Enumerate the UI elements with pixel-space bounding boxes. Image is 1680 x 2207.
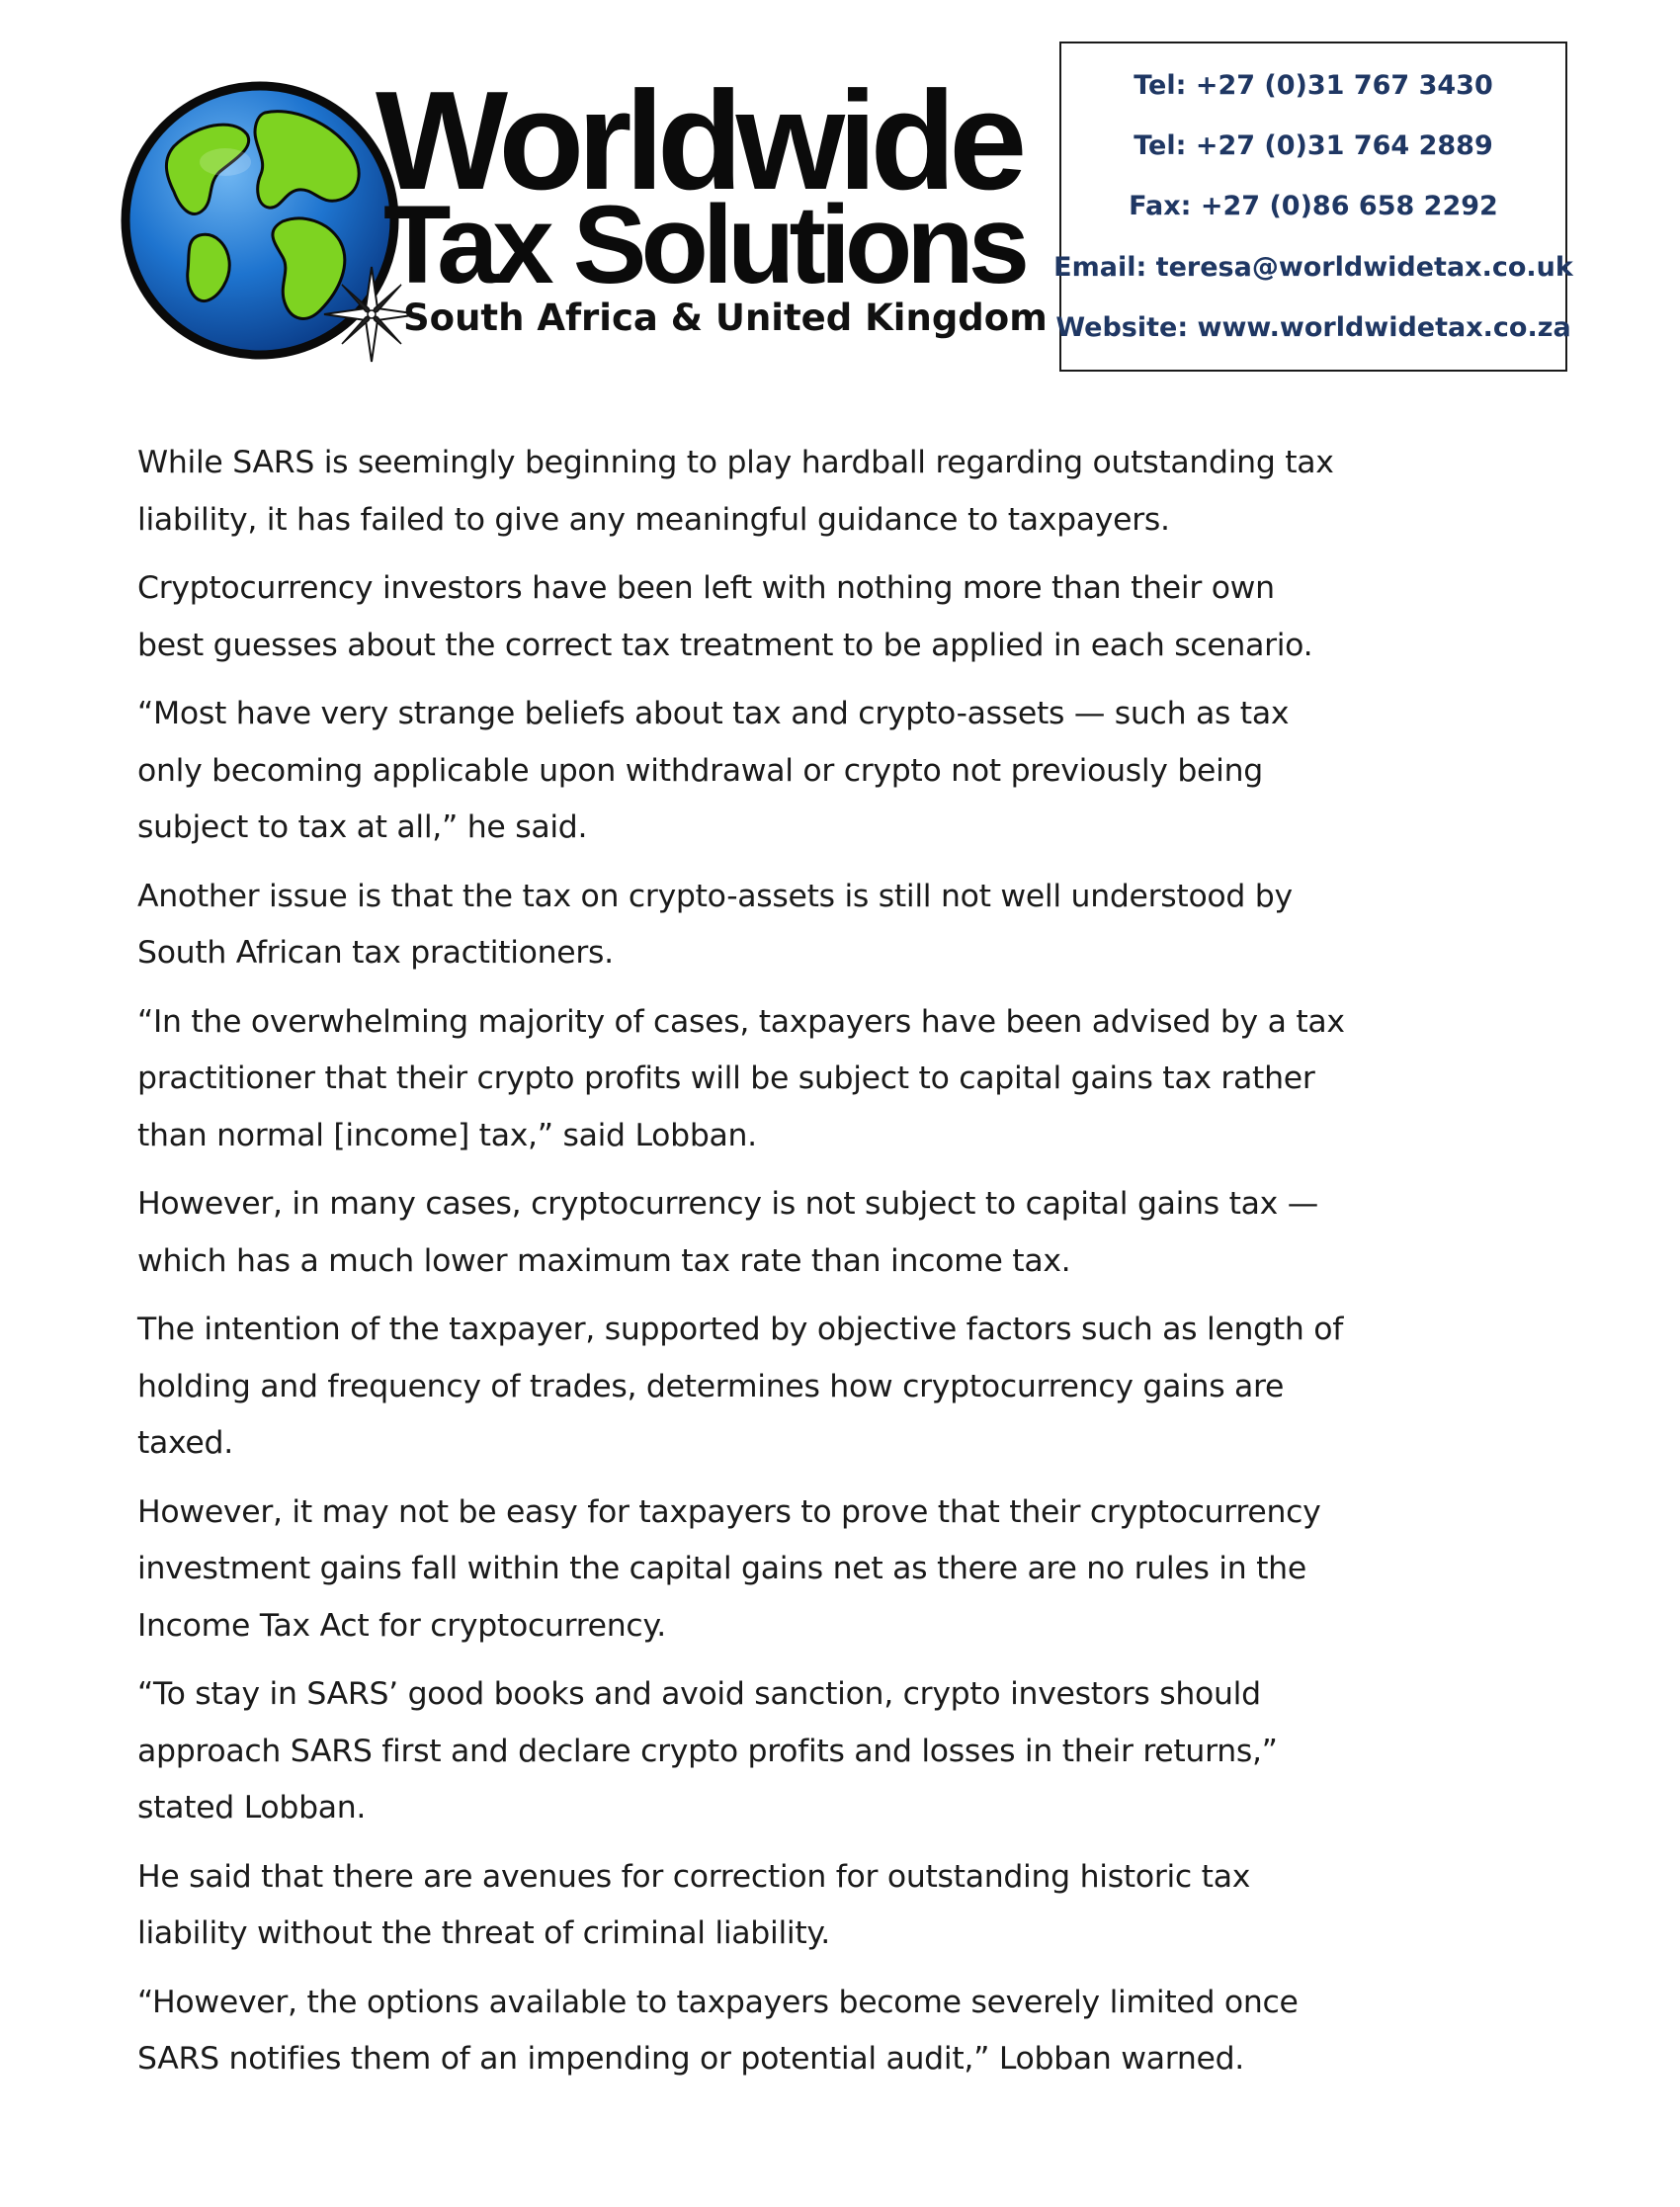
article-body	[137, 435, 1422, 2100]
paragraph-line: “To stay in SARS’ good books and avoid sanction, crypto investors should	[137, 1676, 1261, 1712]
article-paragraph	[137, 994, 1422, 1165]
paragraph-line: stated Lobban.	[137, 1790, 367, 1825]
paragraph-line: holding and frequency of trades, determines how cryptocurrency gains are	[137, 1368, 1285, 1404]
company-logo	[117, 62, 1048, 354]
article-paragraph	[137, 869, 1422, 982]
article-paragraph	[137, 1975, 1422, 2088]
paragraph-line: best guesses about the correct tax treatment to be applied in each scenario.	[137, 627, 1313, 663]
paragraph-line: Another issue is that the tax on crypto-assets is still not well understood by	[137, 878, 1293, 914]
paragraph-line: However, it may not be easy for taxpayers to prove that their cryptocurrency	[137, 1493, 1321, 1530]
article-paragraph	[137, 1302, 1422, 1473]
paragraph-line: “In the overwhelming majority of cases, taxpayers have been advised by a tax	[137, 1003, 1345, 1040]
paragraph-line: Cryptocurrency investors have been left with nothing more than their own	[137, 570, 1275, 606]
paragraph-line: The intention of the taxpayer, supported by objective factors such as length of	[137, 1312, 1344, 1347]
paragraph-line: “Most have very strange beliefs about tax and crypto-assets — such as tax	[137, 696, 1290, 731]
article-paragraph	[137, 1849, 1422, 1963]
paragraph-line: “However, the options available to taxpayers become severely limited once	[137, 1984, 1299, 2020]
paragraph-line: He said that there are avenues for correction for outstanding historic tax	[137, 1858, 1251, 1895]
article-paragraph	[137, 1485, 1422, 1655]
paragraph-line: taxed.	[137, 1425, 233, 1461]
contact-fax: Fax: +27 (0)86 658 2292	[1129, 191, 1498, 222]
article-paragraph	[137, 686, 1422, 857]
paragraph-line: SARS notifies them of an impending or potential audit,” Lobban warned.	[137, 2041, 1244, 2077]
contact-website: Website: www.worldwidetax.co.za	[1055, 311, 1571, 343]
paragraph-line: approach SARS first and declare crypto profits and losses in their returns,”	[137, 1733, 1278, 1769]
brand-name-tax-solutions: Tax Solutions	[383, 183, 1024, 306]
brand-name-worldwide: Worldwide	[376, 62, 1021, 219]
contact-tel-2: Tel: +27 (0)31 764 2889	[1134, 130, 1493, 162]
paragraph-line: While SARS is seemingly beginning to play hardball regarding outstanding tax	[137, 445, 1334, 480]
contact-tel-1: Tel: +27 (0)31 767 3430	[1134, 70, 1493, 102]
paragraph-line: than normal [income] tax,” said Lobban.	[137, 1117, 757, 1153]
paragraph-line: only becoming applicable upon withdrawal or crypto not previously being	[137, 752, 1263, 789]
paragraph-line: liability, it has failed to give any meaningful guidance to taxpayers.	[137, 501, 1170, 538]
contact-box	[1053, 42, 1573, 372]
paragraph-line: Income Tax Act for cryptocurrency.	[137, 1607, 667, 1644]
article-paragraph	[137, 1666, 1422, 1837]
paragraph-line: investment gains fall within the capital gains net as there are no rules in the	[137, 1551, 1306, 1586]
article-paragraph	[137, 435, 1422, 549]
paragraph-line: South African tax practitioners.	[137, 935, 614, 971]
paragraph-line: liability without the threat of criminal liability.	[137, 1915, 830, 1951]
paragraph-line: However, in many cases, cryptocurrency is not subject to capital gains tax —	[137, 1186, 1318, 1222]
paragraph-line: practitioner that their crypto profits will be subject to capital gains tax rather	[137, 1061, 1315, 1096]
paragraph-line: subject to tax at all,” he said.	[137, 809, 588, 845]
article-paragraph	[137, 560, 1422, 674]
article-paragraph	[137, 1176, 1422, 1290]
brand-tagline: South Africa & United Kingdom	[403, 297, 1048, 339]
paragraph-line: which has a much lower maximum tax rate than income tax.	[137, 1242, 1071, 1279]
contact-email: Email: teresa@worldwidetax.co.uk	[1053, 251, 1573, 283]
